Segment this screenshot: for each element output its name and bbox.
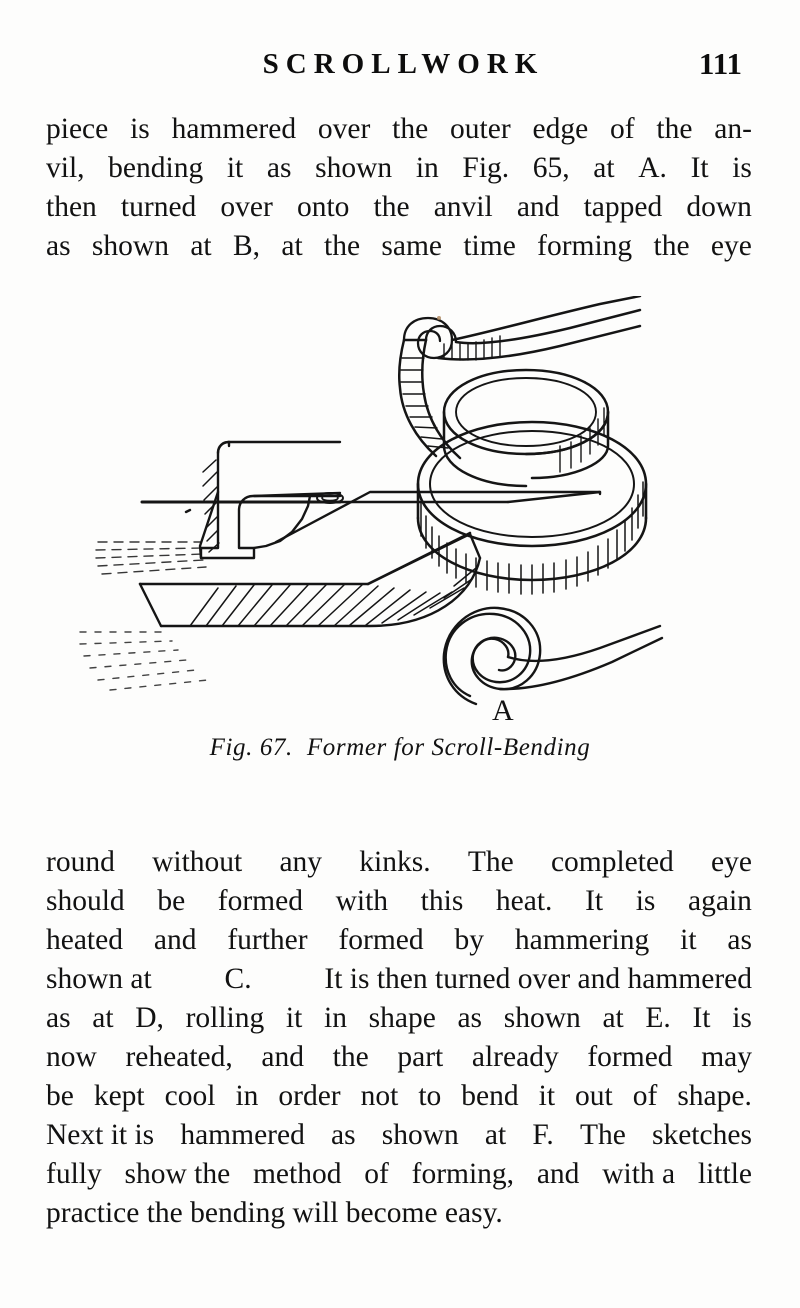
figure-label-a: A bbox=[492, 694, 514, 726]
text-line: should be formed with this heat. It is again bbox=[46, 885, 752, 917]
scroll-detail-a bbox=[444, 608, 662, 704]
figure-caption-text: Former for Scroll-Bending bbox=[306, 734, 591, 761]
paragraph-bottom-text bbox=[46, 843, 752, 1233]
text-line: shown at C. It is then turned over and hammered bbox=[46, 963, 752, 995]
paragraph-top bbox=[46, 110, 752, 266]
text-line: as at D, rolling it in shape as shown at E. It is bbox=[46, 1002, 752, 1034]
figure-67 bbox=[40, 296, 760, 796]
plate-edge-hatching bbox=[190, 568, 476, 626]
text-line: vil, bending it as shown in Fig. 65, at A. It is bbox=[46, 152, 752, 184]
text-line: be kept cool in order not to bend it out of shape. bbox=[46, 1080, 752, 1112]
page-title: SCROLLWORK bbox=[262, 48, 545, 80]
text-line: now reheated, and the part already formed may bbox=[46, 1041, 752, 1073]
shadow-stipple-lower bbox=[80, 632, 208, 690]
figure-number: Fig. 67. bbox=[209, 734, 293, 761]
former-illustration bbox=[40, 296, 760, 726]
figure-caption bbox=[40, 734, 760, 762]
paragraph-top-text bbox=[46, 110, 752, 266]
text-line: heated and further formed by hammering it as bbox=[46, 924, 752, 956]
text-line: round without any kinks. The completed eye bbox=[46, 846, 752, 878]
text-line: piece is hammered over the outer edge of the an- bbox=[46, 113, 752, 145]
text-line: practice the bending will become easy. bbox=[46, 1197, 503, 1229]
running-head bbox=[0, 48, 800, 88]
bracket-hatching bbox=[203, 460, 219, 552]
paragraph-bottom bbox=[46, 843, 752, 1233]
text-line: Next it is hammered as shown at F. The sketches bbox=[46, 1119, 752, 1151]
shadow-hatching-upper bbox=[96, 542, 206, 574]
former-centre-curl bbox=[404, 318, 456, 358]
page-number: 111 bbox=[698, 46, 742, 81]
text-line: then turned over onto the anvil and tapped down bbox=[46, 191, 752, 223]
text-line: as shown at B, at the same time forming the eye bbox=[46, 230, 752, 262]
scan-speck bbox=[437, 316, 441, 320]
text-line: fully show the method of forming, and with a little bbox=[46, 1158, 752, 1190]
